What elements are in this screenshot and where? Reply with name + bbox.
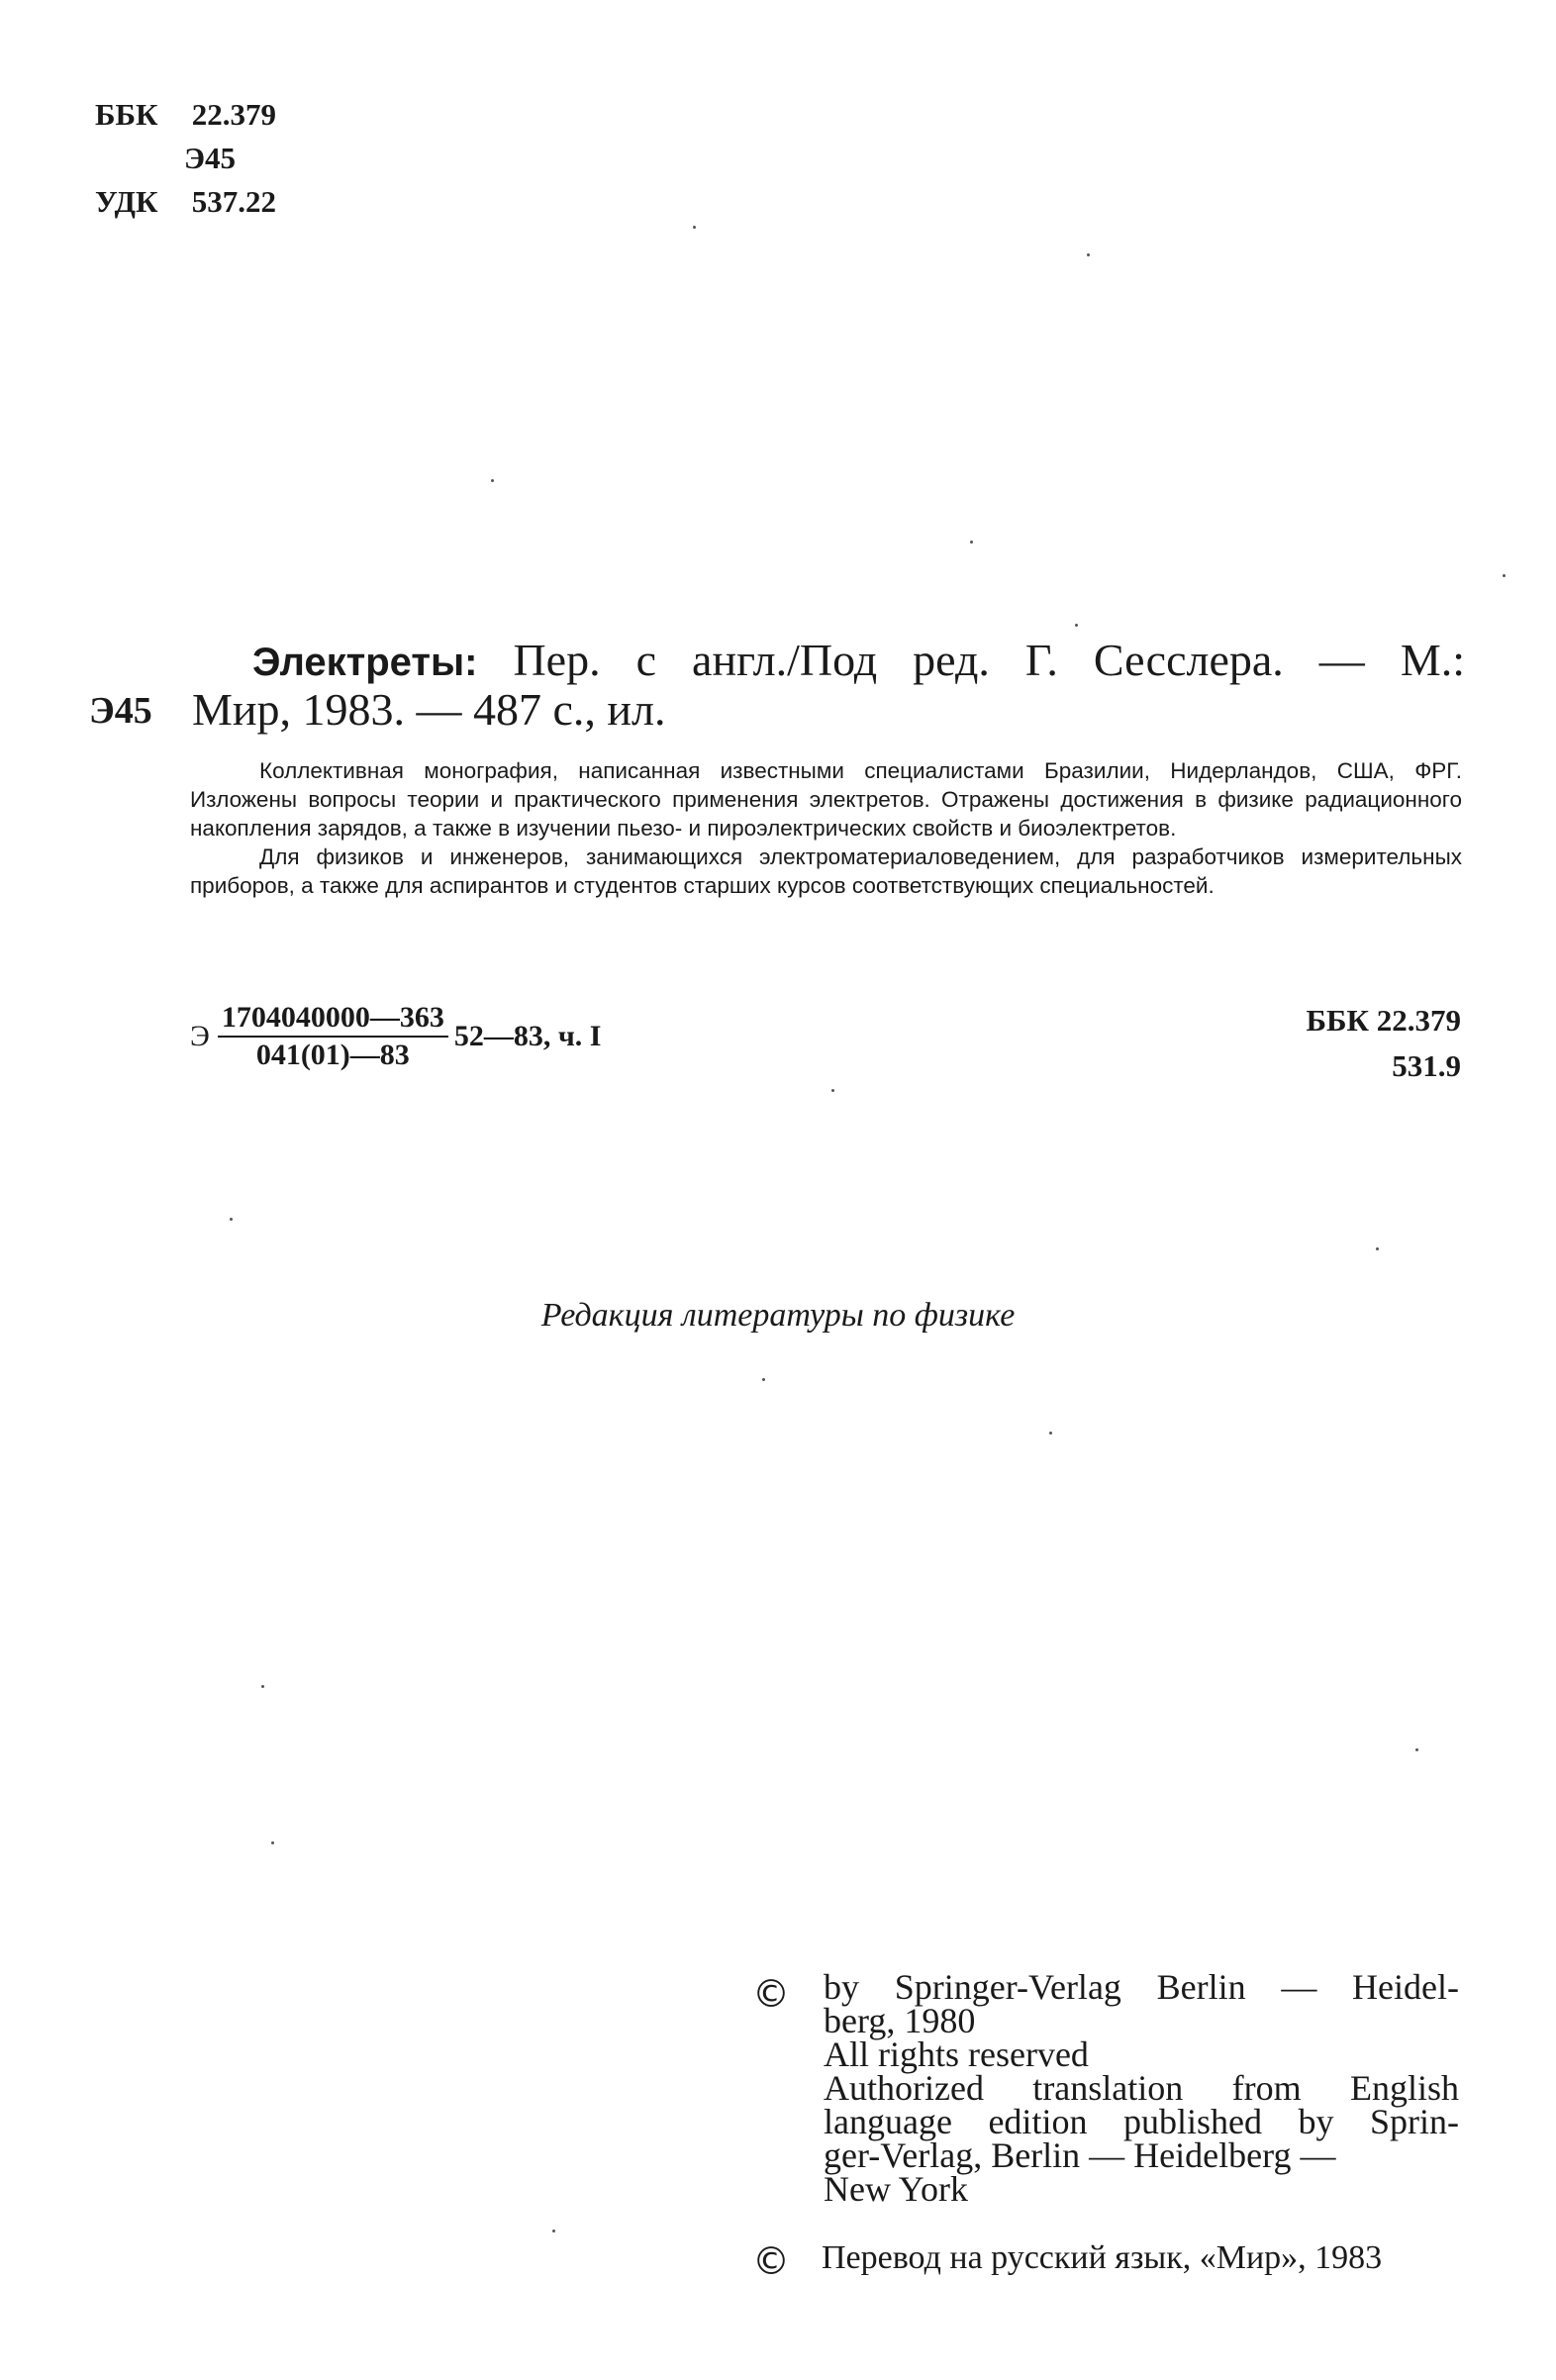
- print-speck: [1503, 574, 1506, 577]
- classification-block: [95, 93, 276, 224]
- copyright-line: Authorized translation from English: [824, 2068, 1459, 2108]
- book-title: Электреты:: [252, 641, 478, 684]
- copyright-icon: ©: [752, 2239, 790, 2283]
- copyright-line: berg, 1980: [824, 2001, 976, 2040]
- print-speck: [230, 1218, 233, 1221]
- bbk-right-label: ББК: [1306, 1003, 1369, 1038]
- bib-entry-rest: Пер. с англ./Под ред. Г. Сесслера. — М.:: [513, 635, 1466, 685]
- copyright-text: [824, 1967, 1459, 2209]
- catalogue-index: [190, 1000, 601, 1073]
- print-speck: [762, 1378, 765, 1381]
- copyright-line: ger-Verlag, Berlin — Heidelberg —: [824, 2135, 1336, 2175]
- annotation-paragraph: Коллективная монография, написанная известными специалистами Бразилии, Нидерландов, США, ФРГ. Изложены вопросы теории и практического применения электретов. Отражены достижения в физике радиационного накопления зарядов, а также в изучении пьезо- и пироэлектрических свойств и биоэлектретов.: [190, 758, 1462, 841]
- index-fraction: [218, 1000, 448, 1073]
- copyright-line: New York: [824, 2169, 969, 2209]
- print-speck: [1075, 624, 1078, 627]
- bbk-right-block: [1168, 998, 1461, 1089]
- index-prefix: Э: [190, 1020, 210, 1052]
- bbk-second-value: 531.9: [1392, 1048, 1461, 1083]
- print-speck: [1087, 253, 1090, 256]
- print-speck: [1415, 1748, 1418, 1751]
- russian-copyright: Перевод на русский язык, «Мир», 1983: [822, 2239, 1383, 2276]
- bbk-right-line: [1168, 998, 1461, 1043]
- bib-entry-line1: [252, 634, 1465, 689]
- print-speck: [970, 541, 973, 544]
- bbk-label: ББК: [95, 97, 158, 132]
- print-speck: [552, 2230, 555, 2232]
- print-speck: [271, 1841, 274, 1844]
- author-mark: Э45: [184, 141, 237, 175]
- print-speck: [1376, 1247, 1379, 1250]
- print-speck: [693, 226, 696, 229]
- index-suffix: 52—83, ч. I: [453, 1020, 602, 1052]
- bbk-right-value: 22.379: [1376, 1003, 1461, 1038]
- copyright-line: by Springer-Verlag Berlin — Heidel-: [824, 1967, 1459, 2007]
- copyright-line: language edition published by Sprin-: [824, 2102, 1459, 2141]
- bbk-value: 22.379: [191, 97, 276, 132]
- annotation-paragraph: Для физиков и инженеров, занимающихся электроматериаловедением, для разработчиков измерительных приборов, а также для аспирантов и студентов старших курсов соответствующих специальностей.: [190, 844, 1462, 898]
- author-mark-line: [95, 137, 276, 180]
- udk-line: [95, 180, 276, 224]
- print-speck: [831, 1089, 834, 1092]
- print-speck: [491, 479, 494, 482]
- udk-value: 537.22: [191, 184, 276, 219]
- bbk-line: [95, 93, 276, 137]
- bib-entry-line2: Мир, 1983. — 487 с., ил.: [192, 684, 666, 735]
- copyright-icon: ©: [752, 1972, 790, 2016]
- udk-label: УДК: [95, 184, 158, 219]
- index-numerator: 1704040000—363: [218, 1000, 448, 1038]
- edition-note: Редакция литературы по физике: [540, 1297, 1016, 1334]
- annotation: [190, 756, 1462, 900]
- print-speck: [261, 1685, 264, 1688]
- bib-code: Э45: [89, 690, 152, 732]
- index-denominator: 041(01)—83: [255, 1039, 410, 1071]
- copyright-line: All rights reserved: [824, 2034, 1089, 2074]
- print-speck: [1049, 1432, 1052, 1435]
